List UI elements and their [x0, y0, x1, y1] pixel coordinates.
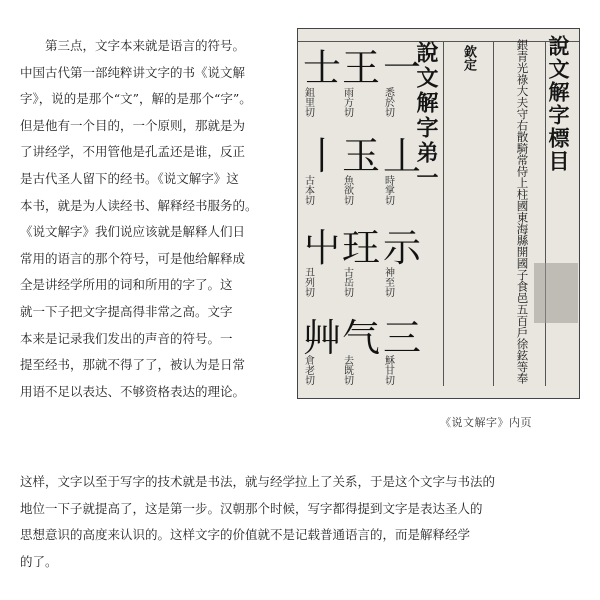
seal-char: 屮	[303, 226, 342, 270]
text-line: 本书，就是为人读经书、解释经书服务的。	[20, 197, 258, 213]
text-line: 第三点，文字本来就是语言的符号。	[20, 38, 246, 53]
seal-char: 一	[383, 46, 422, 90]
left-text-column	[20, 33, 288, 405]
pronunciation-note: 時掌切	[382, 175, 394, 205]
seal-char: 丄	[383, 134, 422, 178]
text-line: 用语不足以表达、不够资格表达的理论。	[20, 383, 246, 399]
pronunciation-note: 倉老切	[302, 355, 314, 385]
text-line: 全是讲经学所用的词和所用的字了。这	[20, 277, 233, 293]
text-line: 常用的语言的那个符号，可是他给解释成	[20, 250, 246, 266]
seal-char: 丨	[303, 134, 342, 178]
pronunciation-note: 魚欲切	[341, 175, 353, 205]
text-line: 是古代圣人留下的经书。《说文解字》这	[20, 170, 239, 186]
column-divider	[443, 41, 444, 386]
pronunciation-note: 穌甘切	[382, 355, 394, 385]
text-line: 提至经书，那就不得了了，被认为是日常	[20, 357, 246, 373]
seal-char: 玨	[342, 226, 381, 270]
text-line: 字》，说的是那个“文”，解的是那个“字”。	[20, 91, 252, 107]
seal-char: 玉	[342, 134, 381, 178]
author-line: 銀青光祿大夫守右散騎常侍上柱國東海縣開國子食邑五百戶徐鉉等奉	[515, 39, 530, 384]
bottom-text-block	[20, 469, 580, 575]
ink-blot	[534, 263, 578, 323]
volume-title: 說文解字弟一	[413, 41, 439, 191]
column-divider	[493, 41, 494, 386]
pronunciation-note: 雨方切	[341, 87, 353, 117]
pronunciation-note: 古岳切	[341, 267, 353, 297]
text-line: 了讲经学，不用管他是孔孟还是谁，反正	[20, 144, 246, 160]
book-page-figure	[297, 28, 580, 399]
text-line: 但是他有一个目的，一个原则，那就是为	[20, 117, 246, 133]
text-line: 本来是记录我们发出的声音的符号。一	[20, 330, 233, 346]
pronunciation-note: 去既切	[341, 355, 353, 385]
text-line: 《说文解字》我们说应该就是解释人们日	[20, 224, 246, 240]
text-line: 的了。	[20, 553, 58, 569]
pronunciation-note: 鉏里切	[302, 87, 314, 117]
seal-char: 示	[383, 226, 422, 270]
edition-label: 欽定	[461, 45, 476, 71]
pronunciation-note: 神至切	[382, 267, 394, 297]
text-line: 思想意识的高度来认识的。这样文字的价值就不是记载普通语言的，而是解释经学	[20, 527, 471, 543]
pronunciation-note: 悉於切	[382, 87, 394, 117]
figure-caption: 《说文解字》内页	[440, 416, 532, 429]
seal-char: 王	[342, 46, 381, 90]
seal-char: 三	[383, 316, 422, 360]
text-line: 就一下子把文字提高得非常之高。文字	[20, 303, 233, 319]
text-line: 地位一下子就提高了，这是第一步。汉朝那个时候，写字都得提到文字是表达圣人的	[20, 500, 483, 516]
seal-char: 艸	[303, 316, 342, 360]
book-title: 說文解字標目	[546, 35, 571, 173]
pronunciation-note: 丑列切	[302, 267, 314, 297]
pronunciation-note: 古本切	[302, 175, 314, 205]
text-line: 中国古代第一部纯粹讲文字的书《说文解	[20, 64, 246, 80]
seal-char: 气	[342, 316, 381, 360]
text-line: 这样，文字以至于写字的技术就是书法，就与经学拉上了关系，于是这个文字与书法的	[20, 474, 496, 489]
seal-char: 士	[303, 46, 342, 90]
